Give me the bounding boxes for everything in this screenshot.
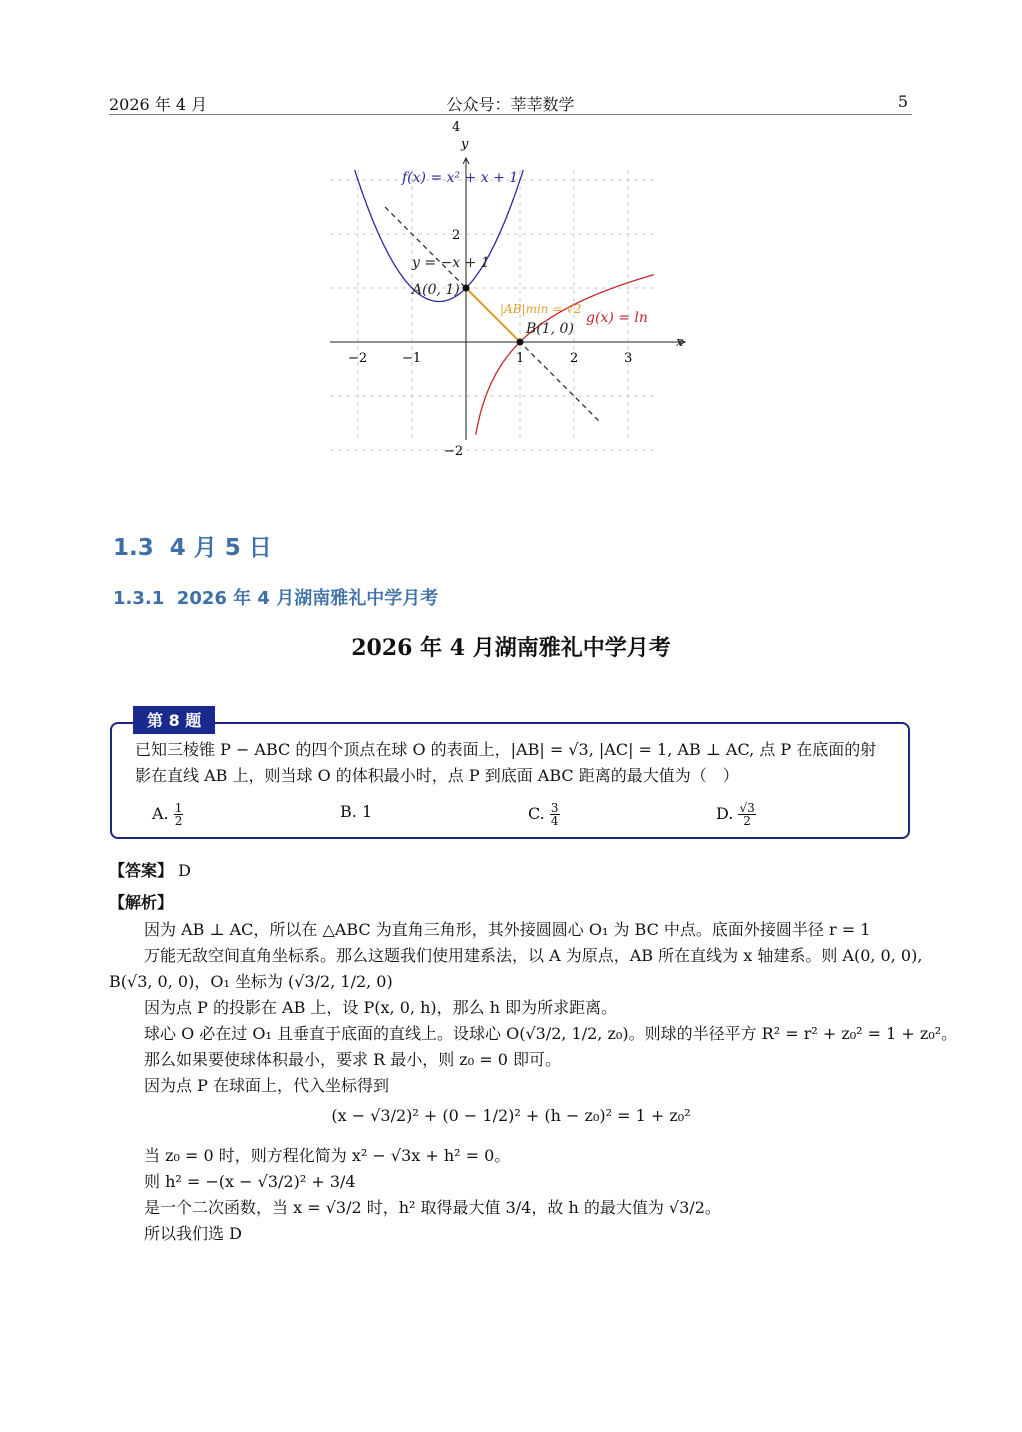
- f-label: f(x) = x² + x + 1: [402, 170, 519, 186]
- y-tick-label: 4: [452, 120, 461, 135]
- subsection-number: 1.3.1: [113, 588, 165, 609]
- x-tick-label: −1: [402, 351, 422, 366]
- section-number: 1.3: [113, 535, 154, 561]
- option-a: A. $\frac{1}{2}$: [152, 801, 183, 828]
- analysis-line: 因为 AB ⊥ AC，所以在 △ABC 为直角三角形，其外接圆圆心 O₁ 为 BC 中点。底面外接圆半径 r = 1: [144, 920, 871, 939]
- point-a: [463, 285, 470, 292]
- option-d-fraction: $\frac{√3}{2}$: [739, 801, 755, 828]
- y-tick-label: 2: [452, 228, 461, 243]
- question-line-1: 已知三棱锥 P − ABC 的四个顶点在球 O 的表面上，|AB| = √3, |AC| = 1, AB ⊥ AC, 点 P 在底面的射: [135, 740, 877, 759]
- question-tag: 第 8 题: [133, 706, 215, 734]
- header-date: 2026 年 4 月: [109, 95, 208, 114]
- analysis-line: 所以我们选 D: [144, 1224, 242, 1243]
- line-label: y = −x + 1: [412, 255, 490, 271]
- option-c-fraction: $\frac{3}{4}$: [550, 801, 559, 828]
- header-source: 公众号：莘莘数学: [446, 95, 575, 114]
- equation: (x − √3/2)² + (0 − 1/2)² + (h − z₀)² = 1 + z₀²: [331, 1106, 691, 1125]
- question-text: [135, 737, 895, 789]
- answer-label: 【答案】: [109, 861, 174, 880]
- analysis-line: 球心 O 必在过 O₁ 且垂直于底面的直线上。设球心 O(√3/2, 1/2, z₀)。则球的半径平方 R² = r² + z₀² = 1 + z₀²。: [144, 1024, 958, 1043]
- analysis-line: 则 h² = −(x − √3/2)² + 3/4: [144, 1172, 356, 1191]
- question-line-2: 影在直线 AB 上，则当球 O 的体积最小时，点 P 到底面 ABC 距离的最大值为（ ）: [135, 766, 739, 785]
- answer-value: D: [178, 861, 191, 880]
- analysis-line: 因为点 P 在球面上，代入坐标得到: [144, 1076, 389, 1095]
- x-axis-label: x: [676, 335, 684, 350]
- analysis-line: 是一个二次函数，当 x = √3/2 时，h² 取得最大值 3/4，故 h 的最大值为 √3/2。: [144, 1198, 721, 1217]
- point-b: [517, 339, 524, 346]
- analysis-line: B(√3, 0, 0)，O₁ 坐标为 (√3/2, 1/2, 0): [109, 972, 393, 991]
- option-c: C. $\frac{3}{4}$: [528, 801, 559, 828]
- min-label: |AB|min = √2: [500, 302, 582, 316]
- option-b: B. 1: [340, 802, 373, 821]
- subsection-heading: [113, 584, 438, 610]
- x-tick-label: 1: [516, 351, 525, 366]
- analysis-line: 那么如果要使球体积最小，要求 R 最小，则 z₀ = 0 即可。: [144, 1050, 561, 1069]
- option-a-fraction: $\frac{1}{2}$: [174, 801, 183, 828]
- a-label: A(0, 1): [412, 282, 460, 298]
- g-label: g(x) = ln: [586, 310, 648, 326]
- function-graph: [320, 120, 700, 459]
- option-d: D. $\frac{√3}{2}$: [716, 801, 755, 828]
- analysis-line: 万能无敌空间直角坐标系。那么这题我们使用建系法，以 A 为原点，AB 所在直线为 x 轴建系。则 A(0, 0, 0),: [144, 946, 923, 965]
- subsection-title: 2026 年 4 月湖南雅礼中学月考: [176, 588, 439, 609]
- x-tick-label: 2: [570, 351, 579, 366]
- page-number: 5: [897, 92, 908, 111]
- b-label: B(1, 0): [526, 321, 574, 337]
- analysis-label: 【解析】: [109, 893, 174, 912]
- x-tick-label: 3: [624, 351, 633, 366]
- section-heading: [113, 529, 272, 562]
- analysis-line: 当 z₀ = 0 时，则方程化简为 x² − √3x + h² = 0。: [144, 1146, 511, 1165]
- page-header: [109, 92, 912, 115]
- document-title: 2026 年 4 月湖南雅礼中学月考: [351, 635, 671, 661]
- x-tick-label: −2: [348, 351, 368, 366]
- y-tick-label: −2: [444, 444, 464, 459]
- answer: [109, 858, 191, 881]
- y-axis-label: y: [461, 137, 469, 152]
- analysis-line: 因为点 P 的投影在 AB 上，设 P(x, 0, h)，那么 h 即为所求距离。: [144, 998, 618, 1017]
- section-title: 4 月 5 日: [169, 535, 272, 561]
